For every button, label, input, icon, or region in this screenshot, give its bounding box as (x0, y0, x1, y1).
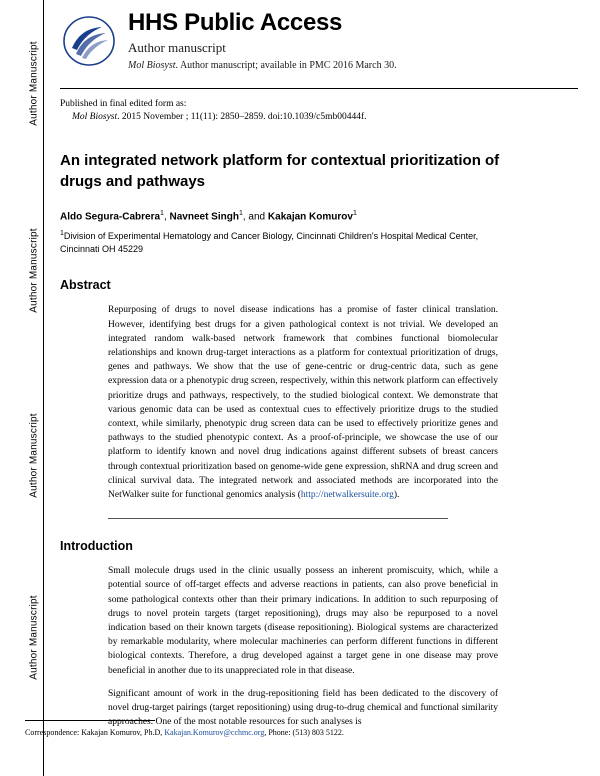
correspondence-email-link[interactable]: Kakajan.Komurov@cchmc.org (164, 728, 265, 737)
vertical-label-4: Author Manuscript (28, 595, 40, 680)
introduction-paragraph-1: Small molecule drugs used in the clinic usually possess an inherent promiscuity, which, while a potential source of off-target effects and adverse reactions in patients, can also prove beneficial in some pathological contexts other than their primary indications. In addition to such repurposing of drugs to novel protein targets (target repositioning), drugs may also be repurposed to a novel indication based on their known targets (disease repositioning). Biological systems are characterized by remarkable modularity, where molecular machineries can perform different functions in different biological contexts. Therefore, a drug developed against a target gene in one disease may prove beneficial in another due to its unappreciated role in that disease. (108, 566, 498, 676)
author-list (60, 210, 578, 222)
publication-line2-rest: . 2015 November ; 11(11): 2850–2859. doi:10.1039/c5mb00444f. (117, 112, 367, 122)
abstract-heading: Abstract (60, 278, 111, 293)
publication-journal: Mol Biosyst (72, 112, 118, 122)
vertical-label-3: Author Manuscript (28, 413, 40, 498)
vertical-label-2: Author Manuscript (28, 228, 40, 313)
affiliation (60, 227, 520, 256)
publication-line2 (72, 111, 578, 124)
hhs-subtitle: Author manuscript (128, 40, 226, 55)
affiliation-sup: 1 (60, 230, 64, 238)
page-title: An integrated network platform for contextual prioritization of drugs and pathways (60, 152, 500, 190)
footnote-text-before-link: Correspondence: Kakajan Komurov, Ph.D, (25, 728, 165, 737)
author-name-2: Navneet Singh (169, 211, 239, 223)
author-manuscript-strip (0, 0, 44, 776)
hhs-citation-journal: Mol Biosyst (128, 60, 176, 71)
publication-info (60, 98, 578, 124)
introduction-heading: Introduction (60, 539, 133, 554)
hhs-header (60, 10, 578, 89)
author-name-3: Kakajan Komurov (267, 211, 353, 223)
author-sup-2: 1 (238, 210, 243, 217)
correspondence-footnote (25, 727, 465, 738)
page-content (60, 0, 578, 776)
author-sep-2: , and (242, 211, 268, 223)
author-name-1: Aldo Segura-Cabrera (60, 211, 161, 223)
vertical-label-1: Author Manuscript (28, 41, 40, 126)
author-sup-3: 1 (352, 210, 357, 217)
footnote-divider (25, 720, 155, 721)
section-divider (108, 518, 448, 519)
hhs-header-text (128, 10, 578, 71)
affiliation-text: Division of Experimental Hematology and Cancer Biology, Cincinnati Children's Hospital Medical Center, Cincinnati OH 45229 (60, 231, 479, 255)
abstract-text-after-link: ). (393, 489, 400, 500)
author-sup-1: 1 (160, 210, 164, 217)
hhs-citation-rest: . Author manuscript; available in PMC 2016 March 30. (175, 60, 397, 71)
footnote-block (25, 720, 465, 738)
hhs-caduceus-logo-icon (62, 14, 116, 68)
publication-line1: Published in final edited form as: (60, 99, 187, 109)
netwalker-link[interactable]: http://netwalkersuite.org (300, 489, 394, 500)
abstract-text-before-link: Repurposing of drugs to novel disease indications has a promise of faster clinical translation. However, identifying best drugs for a given pathological context is not trivial. We developed an integrated random walk-based network framework that combines functional biomolecular relationships and known drug-target interactions as a platform for contextual prioritization of drugs, genes and pathways. We show that the use of gene-centric or drug-centric data, such as gene expression data or a phenotypic drug screen, respectively, within this network platform can effectively prioritize drugs and pathways, respectively, to the studied biological context. We demonstrate that various genomic data can be used as contextual cues to effectively prioritize drugs to the studied context, while similarly, phenotypic drug screen data can be used to effectively prioritize genes and pathways to the studied phenotypic context. As a proof-of-principle, we showcase the use of our platform to identify known and novel drug indications against different subsets of breast cancers through contextual prioritization based on genome-wide gene expression, shRNA and drug screen and clinical survival data. The integrated network and associated methods are incorporated into the NetWalker suite for functional genomics analysis ( (108, 305, 498, 500)
hhs-citation (128, 60, 578, 71)
author-sep-1: , (163, 211, 170, 223)
footnote-text-after-link: , Phone: (513) 803 5122. (264, 728, 344, 737)
hhs-title: HHS Public Access (128, 9, 343, 36)
abstract-text (108, 303, 498, 502)
introduction-paragraph-2: Significant amount of work in the drug-repositioning field has been dedicated to the discovery of novel drug-target pairings (target repositioning) using drug-to-drug chemical and functional similarity approaches. One of the most notable resources for such analyses is (108, 688, 498, 728)
